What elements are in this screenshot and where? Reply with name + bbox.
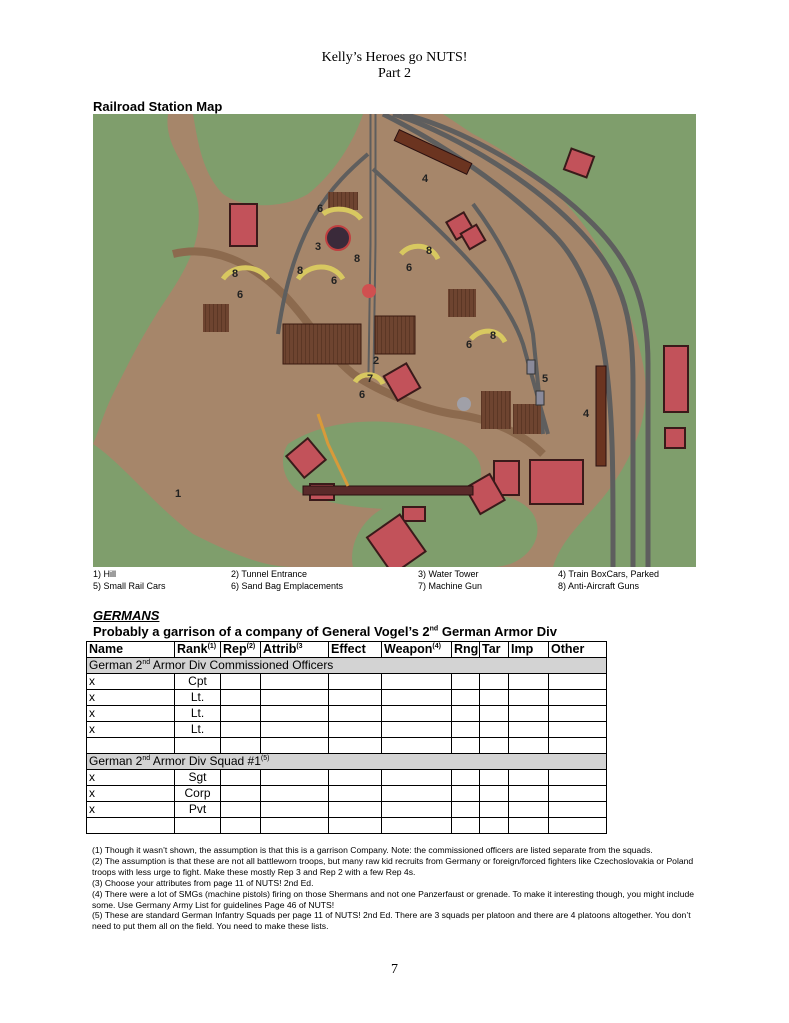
rank-cell[interactable]: Lt. — [175, 706, 221, 722]
germans-subheading — [93, 624, 557, 639]
table-cell[interactable] — [480, 690, 509, 706]
subheading-sup: nd — [429, 625, 439, 633]
label-anti-aircraft: 8 — [426, 245, 433, 257]
table-cell[interactable] — [382, 674, 452, 690]
roster-table — [86, 641, 607, 834]
table-cell[interactable] — [261, 818, 329, 834]
table-cell[interactable] — [261, 674, 329, 690]
column-header — [382, 642, 452, 658]
table-cell[interactable] — [452, 722, 480, 738]
label-anti-aircraft: 8 — [354, 253, 361, 265]
table-cell[interactable] — [509, 818, 549, 834]
rank-cell[interactable]: Pvt — [175, 802, 221, 818]
label-anti-aircraft: 8 — [490, 330, 497, 342]
column-header-label: Rep — [223, 642, 247, 656]
footnote: (2) The assumption is that these are not all battleworn troops, but many raw kid recruits from Germany or foreign/forced fighters like Czechoslovakia or Poland troops with less urge to fight. Make these mostly Rep 3 and Rep 2 with a few Rep 4s. — [92, 855, 694, 877]
group-title — [87, 658, 607, 674]
table-cell[interactable] — [549, 786, 607, 802]
table-cell[interactable] — [452, 802, 480, 818]
column-header-label: Effect — [331, 642, 366, 656]
table-cell[interactable] — [261, 770, 329, 786]
table-cell[interactable] — [382, 786, 452, 802]
table-row — [87, 738, 607, 754]
name-cell[interactable] — [87, 738, 175, 754]
building — [230, 204, 257, 246]
table-cell[interactable] — [549, 674, 607, 690]
column-header — [175, 642, 221, 658]
table-row — [87, 722, 607, 738]
legend-item: 8) Anti-Aircraft Guns — [558, 581, 640, 591]
wood-pile — [513, 404, 541, 434]
table-cell[interactable] — [329, 818, 382, 834]
table-cell[interactable] — [480, 722, 509, 738]
table-cell[interactable] — [261, 786, 329, 802]
legend-item: 5) Small Rail Cars — [93, 581, 166, 591]
legend-item: 7) Machine Gun — [418, 581, 483, 591]
name-cell[interactable]: x — [87, 770, 175, 786]
table-row — [87, 786, 607, 802]
wood-roof — [375, 316, 415, 354]
column-header-sup: (1) — [207, 642, 217, 650]
group-title-sup: nd — [142, 755, 151, 762]
column-header — [549, 642, 607, 658]
name-cell[interactable]: x — [87, 690, 175, 706]
label-anti-aircraft: 8 — [297, 265, 304, 277]
table-cell[interactable] — [261, 722, 329, 738]
group-title-text: Armor Div Commissioned Officers — [150, 658, 334, 672]
table-cell[interactable] — [452, 674, 480, 690]
building — [403, 507, 425, 521]
table-cell[interactable] — [221, 786, 261, 802]
table-cell[interactable] — [549, 818, 607, 834]
subheading-text: Probably a garrison of a company of General Vogel’s 2 — [93, 624, 430, 639]
table-cell[interactable] — [452, 786, 480, 802]
table-cell[interactable] — [509, 690, 549, 706]
legend-item: 2) Tunnel Entrance — [231, 569, 308, 579]
legend-item: 3) Water Tower — [418, 569, 479, 579]
table-cell[interactable] — [221, 706, 261, 722]
table-cell[interactable] — [452, 770, 480, 786]
table-cell[interactable] — [480, 786, 509, 802]
column-header-label: Tar — [482, 642, 501, 656]
table-cell[interactable] — [480, 802, 509, 818]
group-title — [87, 754, 607, 770]
footnote: (1) Though it wasn’t shown, the assumption is that this is a garrison Company. Note: the commissioned officers are listed separate from the squads. — [92, 845, 653, 855]
table-cell[interactable] — [382, 738, 452, 754]
table-cell[interactable] — [509, 738, 549, 754]
table-row — [87, 674, 607, 690]
table-cell[interactable] — [509, 674, 549, 690]
table-cell[interactable] — [329, 706, 382, 722]
table-cell[interactable] — [221, 674, 261, 690]
group-title-text: German 2 — [89, 658, 143, 672]
legend-item: 6) Sand Bag Emplacements — [231, 581, 344, 591]
column-header-label: Rank — [177, 642, 208, 656]
column-header-sup: (2) — [246, 642, 256, 650]
table-cell[interactable] — [382, 818, 452, 834]
column-header-label: Rng — [454, 642, 479, 656]
table-cell[interactable] — [329, 786, 382, 802]
table-cell[interactable] — [452, 690, 480, 706]
building — [665, 428, 685, 448]
column-header — [221, 642, 261, 658]
name-cell[interactable]: x — [87, 786, 175, 802]
table-cell[interactable] — [329, 690, 382, 706]
rank-cell[interactable] — [175, 738, 221, 754]
column-header-sup: (3 — [296, 642, 303, 650]
rank-cell[interactable]: Lt. — [175, 722, 221, 738]
column-header-sup: (4) — [432, 642, 441, 650]
name-cell[interactable]: x — [87, 706, 175, 722]
table-cell[interactable] — [382, 690, 452, 706]
table-cell[interactable] — [382, 802, 452, 818]
label-water-tower: 3 — [315, 241, 322, 253]
table-cell[interactable] — [382, 770, 452, 786]
small-rail-car — [527, 360, 535, 374]
group-title-text: Armor Div Squad #1 — [150, 754, 261, 768]
table-row — [87, 770, 607, 786]
table-cell[interactable] — [549, 770, 607, 786]
label-sandbag: 6 — [237, 289, 244, 301]
rank-cell[interactable] — [175, 818, 221, 834]
table-header-row — [87, 642, 607, 658]
name-cell[interactable]: x — [87, 722, 175, 738]
table-cell[interactable] — [509, 786, 549, 802]
wood-pile — [203, 304, 229, 332]
table-cell[interactable] — [549, 706, 607, 722]
table-cell[interactable] — [452, 818, 480, 834]
label-machine-gun: 7 — [367, 373, 374, 385]
rank-cell[interactable]: Sgt — [175, 770, 221, 786]
table-row — [87, 802, 607, 818]
table-row — [87, 706, 607, 722]
name-cell[interactable]: x — [87, 674, 175, 690]
group-title-sup: (5) — [260, 755, 270, 762]
legend-item: 1) Hill — [93, 569, 117, 579]
table-cell[interactable] — [221, 770, 261, 786]
table-cell[interactable] — [480, 770, 509, 786]
column-header — [452, 642, 480, 658]
boxcar-train — [596, 366, 606, 466]
column-header — [87, 642, 175, 658]
label-sandbag: 6 — [317, 203, 324, 215]
table-cell[interactable] — [221, 802, 261, 818]
label-sandbag: 6 — [359, 389, 366, 401]
rank-cell[interactable]: Cpt — [175, 674, 221, 690]
label-hill: 1 — [175, 488, 182, 500]
label-sandbag: 6 — [466, 339, 473, 351]
table-cell[interactable] — [509, 722, 549, 738]
column-header — [261, 642, 329, 658]
column-header-label: Weapon — [384, 642, 433, 656]
table-cell[interactable] — [261, 802, 329, 818]
column-header-label: Imp — [511, 642, 534, 656]
page-subtitle: Part 2 — [377, 66, 412, 81]
column-header-label: Name — [89, 642, 124, 656]
table-cell[interactable] — [221, 818, 261, 834]
footnotes — [92, 845, 698, 932]
name-cell[interactable] — [87, 818, 175, 834]
table-cell[interactable] — [509, 802, 549, 818]
column-header — [329, 642, 382, 658]
table-cell[interactable] — [549, 722, 607, 738]
group-title-sup: nd — [142, 659, 151, 666]
table-cell[interactable] — [480, 706, 509, 722]
building — [664, 346, 688, 412]
small-rail-car — [536, 391, 544, 405]
column-header-label: Attrib — [263, 642, 297, 656]
wood-roof — [283, 324, 361, 364]
label-anti-aircraft: 8 — [232, 268, 239, 280]
table-cell[interactable] — [329, 722, 382, 738]
footnote: (3) Choose your attributes from page 11 of NUTS! 2nd Ed. — [92, 877, 314, 888]
table-cell[interactable] — [452, 706, 480, 722]
table-row — [87, 818, 607, 834]
table-cell[interactable] — [452, 738, 480, 754]
column-header — [509, 642, 549, 658]
table-cell[interactable] — [261, 738, 329, 754]
label-tunnel: 2 — [373, 355, 380, 367]
table-cell[interactable] — [221, 738, 261, 754]
label-sandbag: 6 — [331, 275, 338, 287]
page-number: 7 — [391, 962, 398, 977]
table-cell[interactable] — [221, 722, 261, 738]
table-cell[interactable] — [221, 690, 261, 706]
roster-body — [87, 642, 607, 834]
germans-heading: GERMANS — [93, 608, 160, 623]
column-header — [480, 642, 509, 658]
grey-marker — [457, 397, 471, 411]
table-cell[interactable] — [329, 770, 382, 786]
rank-cell[interactable]: Lt. — [175, 690, 221, 706]
table-row — [87, 690, 607, 706]
group-header-row — [87, 754, 607, 770]
map-heading: Railroad Station Map — [93, 99, 223, 114]
water-tower — [326, 226, 350, 250]
table-cell[interactable] — [549, 738, 607, 754]
wood-pile — [448, 289, 476, 317]
table-cell[interactable] — [329, 738, 382, 754]
label-boxcars: 4 — [422, 173, 429, 185]
subheading-text: German Armor Div — [438, 624, 557, 639]
name-cell[interactable]: x — [87, 802, 175, 818]
group-title-text: German 2 — [89, 754, 143, 768]
table-cell[interactable] — [261, 706, 329, 722]
page-title: Kelly’s Heroes go NUTS! — [321, 50, 468, 65]
group-header-row — [87, 658, 607, 674]
table-cell[interactable] — [261, 690, 329, 706]
wood-pile — [481, 391, 511, 429]
table-cell[interactable] — [480, 738, 509, 754]
table-cell[interactable] — [480, 818, 509, 834]
table-cell[interactable] — [509, 770, 549, 786]
table-cell[interactable] — [480, 674, 509, 690]
tunnel-structure — [303, 486, 473, 495]
table-cell[interactable] — [382, 722, 452, 738]
table-cell[interactable] — [509, 706, 549, 722]
table-cell[interactable] — [329, 674, 382, 690]
label-boxcars: 4 — [583, 408, 590, 420]
footnote: (4) There were a lot of SMGs (machine pistols) firing on those Shermans and not one Panzerfaust or grenade. To make it interesting though, you might include some. Use Germany Army List for guidelines Page 46 of NUTS! — [92, 888, 695, 910]
table-cell[interactable] — [549, 802, 607, 818]
label-sandbag: 6 — [406, 262, 413, 274]
label-railcars: 5 — [542, 373, 549, 385]
building — [530, 460, 583, 504]
table-cell[interactable] — [329, 802, 382, 818]
table-cell[interactable] — [549, 690, 607, 706]
table-cell[interactable] — [382, 706, 452, 722]
railroad-station-map — [93, 114, 696, 567]
legend-item: 4) Train BoxCars, Parked — [558, 569, 660, 579]
column-header-label: Other — [551, 642, 585, 656]
footnote: (5) These are standard German Infantry Squads per page 11 of NUTS! 2nd Ed. There are 3 squads per platoon and there are 4 platoons altogether. You don’t need to put them all on the field. You need to make these lists. — [92, 910, 691, 932]
rank-cell[interactable]: Corp — [175, 786, 221, 802]
red-marker — [362, 284, 376, 298]
